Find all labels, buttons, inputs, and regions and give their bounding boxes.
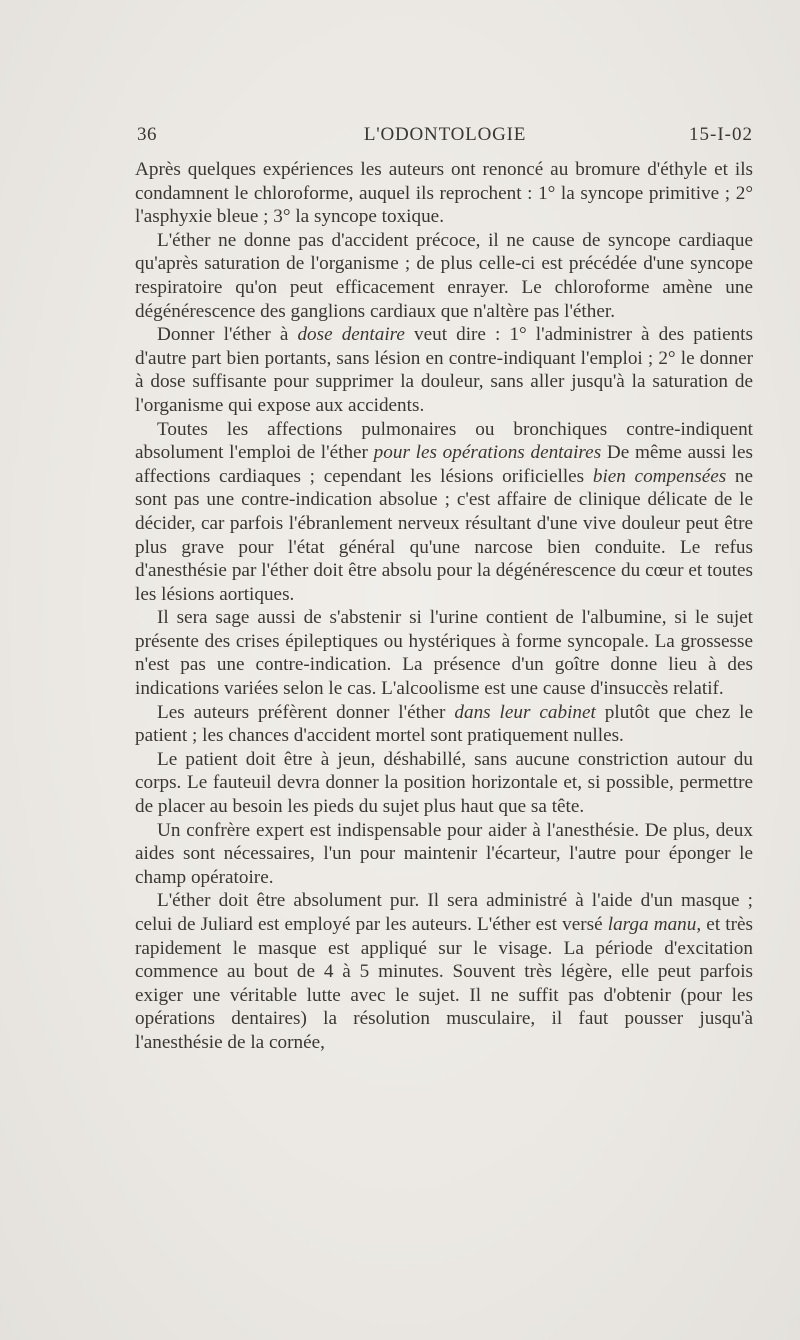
paragraph bbox=[135, 701, 753, 748]
text-run: plutôt que chez le patient ; les chances d'accident mortel sont pratiquement nulles. bbox=[135, 701, 754, 747]
running-header bbox=[137, 124, 753, 152]
paragraph bbox=[135, 229, 753, 323]
paragraph bbox=[135, 748, 753, 819]
text-run: Un confrère expert est indispensable pour aider à l'anesthésie. De plus, deux aides sont nécessaires, l'un pour maintenir l'écarteur, l'autre pour éponger le champ opératoire. bbox=[135, 819, 753, 888]
text-run: Il sera sage aussi de s'abstenir si l'urine contient de l'albumine, si le sujet présente des crises épileptiques ou hystériques à forme syncopale. La grossesse n'est pas une contre-indication. La présence d'un goître donne lieu à des indications variées selon le cas. L'alcoolisme est une cause d'insuccès relatif. bbox=[135, 607, 753, 700]
paragraph bbox=[135, 158, 753, 229]
journal-title: L'ODONTOLOGIE bbox=[363, 124, 527, 145]
text-run: Donner l'éther à bbox=[157, 324, 298, 346]
italic-run: larga manu bbox=[607, 914, 697, 935]
italic-run: dose dentaire bbox=[297, 324, 405, 346]
paragraph bbox=[135, 606, 753, 700]
text-run: Le patient doit être à jeun, déshabillé, sans aucune constriction autour du corps. Le fauteuil devra donner la position horizontale et, si possible, permettre de placer au besoin les pieds du sujet plus haut que sa tête. bbox=[135, 748, 753, 818]
paragraph bbox=[135, 418, 753, 607]
text-run: , et très rapidement le masque est appliqué sur le visage. La période d'excitation commence au bout de 4 à 5 minutes. Souvent très légère, elle peut parfois exiger une véritable lutte avec le sujet. Il ne suffit pas d'obtenir (pour les opérations dentaires) la résolution musculaire, il faut pousser jusqu'à l'anesthésie de la cornée, bbox=[135, 914, 753, 1053]
text-run: ne sont pas une contre-indication absolue ; c'est affaire de clinique délicate de le décider, car parfois l'ébranlement nerveux résultant d'une vive douleur peut être plus grave pour l'état général qu'une narcose bien conduite. Le refus d'anesthésie par l'éther doit être absolu pour la dégénérescence du cœur et toutes les lésions aortiques. bbox=[135, 465, 753, 605]
paragraph bbox=[135, 323, 753, 417]
paragraph bbox=[135, 889, 753, 1054]
article-body bbox=[135, 158, 753, 1055]
text-run: Après quelques expériences les auteurs ont renoncé au bromure d'éthyle et ils condamnent le chloroforme, auquel ils reprochent : 1° la syncope primitive ; 2° l'asphyxie bleue ; 3° la syncope toxique. bbox=[135, 159, 753, 228]
page-number: 36 bbox=[137, 124, 157, 145]
italic-run: dans leur cabinet bbox=[454, 701, 596, 723]
italic-run: bien compensées bbox=[592, 465, 727, 487]
text-run: De même aussi les affections cardiaques ; cependant les lésions orificielles bbox=[135, 442, 753, 487]
italic-run: pour les opérations dentaires bbox=[373, 442, 602, 464]
text-run: Toutes les affections pulmonaires ou bronchiques contre-indiquent absolument l'emploi de l'éther bbox=[135, 418, 753, 464]
text-run: L'éther doit être absolument pur. Il sera administré à l'aide d'un masque ; celui de Juliard est employé par les auteurs. L'éther est versé bbox=[135, 890, 753, 935]
text-run: veut dire : 1° l'administrer à des patients d'autre part bien portants, sans lésion en contre-indiquant l'emploi ; 2° le donner à dose suffisante pour supprimer la douleur, sans aller jusqu'à la saturation de l'organisme qui expose aux accidents. bbox=[135, 324, 753, 416]
text-run: L'éther ne donne pas d'accident précoce, il ne cause de syncope cardiaque qu'après saturation de l'organisme ; de plus celle-ci est précédée d'une syncope respiratoire qu'on peut efficacement enrayer. Le chloroforme amène une dégénérescence des ganglions cardiaux que n'altère pas l'éther. bbox=[135, 229, 753, 322]
text-run: Les auteurs préfèrent donner l'éther bbox=[157, 701, 455, 723]
issue-date: 15-I-02 bbox=[689, 124, 753, 145]
paragraph bbox=[135, 819, 753, 890]
